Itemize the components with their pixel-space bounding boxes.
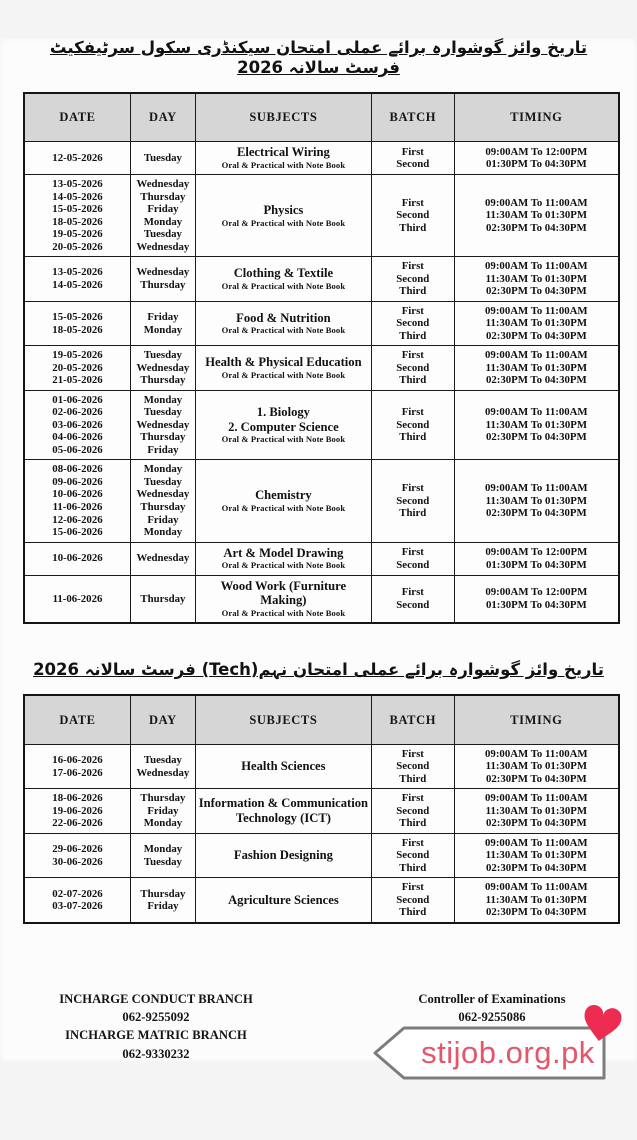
date-cell: 19-05-2026 20-05-2026 21-05-2026 — [24, 346, 131, 391]
subject-name: Physics — [263, 202, 304, 217]
day-cell: Wednesday — [131, 542, 196, 575]
subject-cell — [195, 542, 371, 575]
column-header-subjects: SUBJECTS — [195, 93, 371, 142]
subject-cell — [195, 257, 371, 302]
subject-note: Oral & Practical with Note Book — [221, 369, 346, 380]
day-cell: Monday Tuesday Wednesday Thursday Friday Monday — [131, 460, 196, 542]
subject-name: Electrical Wiring — [236, 145, 330, 160]
table-header — [24, 93, 619, 142]
table-row — [24, 301, 619, 346]
day-cell: Thursday Friday — [131, 878, 196, 923]
table-row — [24, 789, 619, 834]
timing-cell: 09:00AM To 11:00AM 11:30AM To 01:30PM 02:30PM To 04:30PM — [454, 789, 619, 834]
subject-cell — [195, 175, 371, 257]
day-cell: Monday Tuesday — [131, 833, 196, 878]
date-cell: 12-05-2026 — [24, 142, 131, 175]
batch-cell: First Second — [371, 575, 454, 623]
timing-cell: 09:00AM To 12:00PM 01:30PM To 04:30PM — [454, 142, 619, 175]
subject-cell — [195, 346, 371, 391]
subject-name: Clothing & Textile — [233, 265, 334, 280]
day-cell: Tuesday Wednesday Thursday — [131, 346, 196, 391]
table-row — [24, 142, 619, 175]
controller-contact-block: Controller of Examinations 062-9255086 — [418, 991, 566, 1025]
date-cell: 11-06-2026 — [24, 575, 131, 623]
subject-cell — [195, 878, 371, 923]
subject-cell — [195, 460, 371, 542]
batch-cell: First Second Third — [371, 833, 454, 878]
column-header-timing: TIMING — [454, 93, 619, 142]
batch-cell: First Second Third — [371, 878, 454, 923]
timing-cell: 09:00AM To 11:00AM 11:30AM To 01:30PM 02:30PM To 04:30PM — [454, 257, 619, 302]
date-cell: 13-05-2026 14-05-2026 — [24, 257, 131, 302]
subject-name: 2. Computer Science — [228, 419, 339, 434]
table-row — [24, 878, 619, 923]
subject-name: 1. Biology — [256, 404, 310, 419]
table-row — [24, 346, 619, 391]
column-header-timing: TIMING — [454, 695, 619, 744]
timing-cell: 09:00AM To 11:00AM 11:30AM To 01:30PM 02:30PM To 04:30PM — [454, 175, 619, 257]
batch-cell: First Second — [371, 142, 454, 175]
table2-title-urdu: تاریخ وائز گوشوارہ برائے عملی امتحان نہم(Tech) فرسٹ سالانہ 2026 — [33, 660, 604, 680]
subject-note: Oral & Practical with Note Book — [221, 608, 346, 619]
timing-cell: 09:00AM To 11:00AM 11:30AM To 01:30PM 02:30PM To 04:30PM — [454, 744, 619, 789]
column-header-batch: BATCH — [371, 695, 454, 744]
batch-cell: First Second Third — [371, 460, 454, 542]
timing-cell: 09:00AM To 11:00AM 11:30AM To 01:30PM 02:30PM To 04:30PM — [454, 460, 619, 542]
date-cell: 13-05-2026 14-05-2026 15-05-2026 18-05-2026 19-05-2026 20-05-2026 — [24, 175, 131, 257]
subject-note: Oral & Practical with Note Book — [221, 560, 346, 571]
subject-cell — [195, 301, 371, 346]
subject-note: Oral & Practical with Note Book — [221, 217, 346, 228]
subject-name: Health & Physical Education — [205, 355, 362, 370]
batch-cell: First Second Third — [371, 346, 454, 391]
date-cell: 01-06-2026 02-06-2026 03-06-2026 04-06-2026 05-06-2026 — [24, 390, 131, 460]
header-row — [24, 695, 619, 744]
date-cell: 15-05-2026 18-05-2026 — [24, 301, 131, 346]
stijob-watermark-badge — [371, 1022, 611, 1084]
batch-cell: First Second Third — [371, 789, 454, 834]
day-cell: Wednesday Thursday Friday Monday Tuesday Wednesday — [131, 175, 196, 257]
column-header-day: DAY — [131, 93, 196, 142]
table-row — [24, 542, 619, 575]
stijob-url-text: stijob.org.pk — [421, 1034, 595, 1070]
batch-cell: First Second Third — [371, 744, 454, 789]
table-row — [24, 390, 619, 460]
header-row — [24, 93, 619, 142]
timing-cell: 09:00AM To 11:00AM 11:30AM To 01:30PM 02:30PM To 04:30PM — [454, 390, 619, 460]
table-row — [24, 175, 619, 257]
footer — [0, 990, 637, 1140]
timing-cell: 09:00AM To 12:00PM 01:30PM To 04:30PM — [454, 542, 619, 575]
subject-name: Agriculture Sciences — [228, 892, 339, 907]
day-cell: Friday Monday — [131, 301, 196, 346]
subject-cell — [195, 575, 371, 623]
subject-name: Wood Work (Furniture Making) — [220, 578, 347, 608]
subject-name: Fashion Designing — [233, 848, 333, 863]
date-cell: 18-06-2026 19-06-2026 22-06-2026 — [24, 789, 131, 834]
date-cell: 10-06-2026 — [24, 542, 131, 575]
table-body — [24, 142, 619, 624]
date-cell: 29-06-2026 30-06-2026 — [24, 833, 131, 878]
subject-note: Oral & Practical with Note Book — [221, 280, 346, 291]
day-cell: Wednesday Thursday — [131, 257, 196, 302]
day-cell: Monday Tuesday Wednesday Thursday Friday — [131, 390, 196, 460]
subject-cell — [195, 142, 371, 175]
subject-name: Art & Model Drawing — [223, 545, 344, 560]
batch-cell: First Second Third — [371, 257, 454, 302]
subject-name: Information & Communication — [198, 796, 369, 811]
subject-cell — [195, 789, 371, 834]
date-cell: 16-06-2026 17-06-2026 — [24, 744, 131, 789]
subject-note: Oral & Practical with Note Book — [221, 502, 346, 513]
subject-name: Chemistry — [255, 487, 312, 502]
timing-cell: 09:00AM To 11:00AM 11:30AM To 01:30PM 02:30PM To 04:30PM — [454, 346, 619, 391]
subject-cell — [195, 833, 371, 878]
table-row — [24, 257, 619, 302]
column-header-batch: BATCH — [371, 93, 454, 142]
subject-note: Oral & Practical with Note Book — [221, 434, 346, 445]
timing-cell: 09:00AM To 11:00AM 11:30AM To 01:30PM 02:30PM To 04:30PM — [454, 833, 619, 878]
day-cell: Tuesday Wednesday — [131, 744, 196, 789]
subject-cell — [195, 744, 371, 789]
subject-cell — [195, 390, 371, 460]
date-cell: 08-06-2026 09-06-2026 10-06-2026 11-06-2026 12-06-2026 15-06-2026 — [24, 460, 131, 542]
batch-cell: First Second Third — [371, 301, 454, 346]
batch-cell: First Second Third — [371, 390, 454, 460]
table1-title-urdu: تاریخ وائز گوشوارہ برائے عملی امتحان سیکنڈری سکول سرٹیفکیٹ فرسٹ سالانہ 2026 — [49, 38, 588, 77]
table-row — [24, 460, 619, 542]
column-header-date: DATE — [24, 93, 131, 142]
table-body — [24, 744, 619, 923]
exam-datesheet-document — [0, 38, 637, 1070]
day-cell: Thursday — [131, 575, 196, 623]
timing-cell: 09:00AM To 11:00AM 11:30AM To 01:30PM 02:30PM To 04:30PM — [454, 301, 619, 346]
timing-cell: 09:00AM To 12:00PM 01:30PM To 04:30PM — [454, 575, 619, 623]
subject-note: Oral & Practical with Note Book — [221, 159, 346, 170]
table-row — [24, 744, 619, 789]
subject-name: Food & Nutrition — [236, 310, 331, 325]
incharge-contact-block: INCHARGE CONDUCT BRANCH 062-9255092 INCHARGE MATRIC BRANCH 062-9330232 — [59, 991, 253, 1061]
batch-cell: First Second — [371, 542, 454, 575]
date-cell: 02-07-2026 03-07-2026 — [24, 878, 131, 923]
subject-note: Oral & Practical with Note Book — [221, 325, 346, 336]
ssc-practical-schedule-table — [23, 92, 620, 625]
table-row — [24, 575, 619, 623]
day-cell: Tuesday — [131, 142, 196, 175]
tech9-practical-schedule-table — [23, 694, 620, 924]
subject-name: Technology (ICT) — [235, 811, 331, 826]
column-header-day: DAY — [131, 695, 196, 744]
table-header — [24, 695, 619, 744]
column-header-subjects: SUBJECTS — [195, 695, 371, 744]
day-cell: Thursday Friday Monday — [131, 789, 196, 834]
column-header-date: DATE — [24, 695, 131, 744]
timing-cell: 09:00AM To 11:00AM 11:30AM To 01:30PM 02:30PM To 04:30PM — [454, 878, 619, 923]
subject-name: Health Sciences — [241, 759, 326, 774]
batch-cell: First Second Third — [371, 175, 454, 257]
table-row — [24, 833, 619, 878]
heart-icon — [580, 1004, 623, 1046]
